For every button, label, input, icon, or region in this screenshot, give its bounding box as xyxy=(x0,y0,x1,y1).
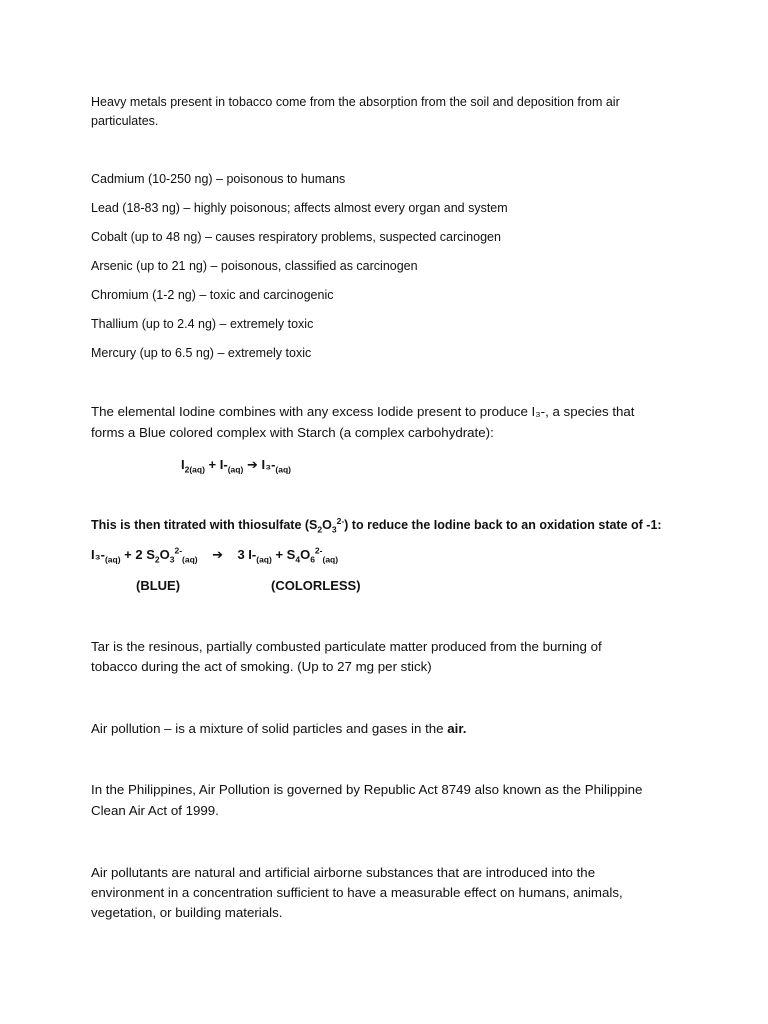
metal-cobalt: Cobalt (up to 48 ng) – causes respiratory problems, suspected carcinogen xyxy=(91,230,501,244)
reaction-arrow-icon: ➔ xyxy=(246,457,258,472)
pollutants-line-1: Air pollutants are natural and artificial airborne substances that are introduced into the xyxy=(91,865,596,880)
eq2-plus-thio: + 2 S xyxy=(120,547,155,562)
tar-line-2: tobacco during the act of smoking. (Up to 27 mg per stick) xyxy=(91,659,432,674)
eq1-i2: I xyxy=(181,457,185,472)
eq1-triiodide: I₃- xyxy=(261,457,276,472)
iodine-line-1: The elemental Iodine combines with any excess Iodide present to produce I₃-, a species that xyxy=(91,404,635,419)
eq2-o6-sup: 2- xyxy=(314,545,323,556)
eq2-iodide-sub: (aq) xyxy=(256,554,272,565)
eq2-triiodide-sub: (aq) xyxy=(104,554,121,565)
eq2-o6-sub: 6 xyxy=(310,554,315,565)
pollutants-line-3: vegetation, or building materials. xyxy=(91,905,283,920)
thio-o: O xyxy=(322,518,332,532)
label-colorless: (COLORLESS) xyxy=(271,578,361,593)
pollutants-line-2: environment in a concentration sufficient to have a measurable effect on humans, animals, xyxy=(91,885,623,900)
equation-titration xyxy=(91,545,338,565)
eq2-iodide: 3 I- xyxy=(237,547,257,562)
metal-arsenic: Arsenic (up to 21 ng) – poisonous, classified as carcinogen xyxy=(91,259,418,273)
eq1-triiodide-sub: (aq) xyxy=(275,464,292,475)
thio-pre: This is then titrated with thiosulfate (S xyxy=(91,518,318,532)
thio-s-sub: 2 xyxy=(317,524,323,535)
eq2-o-sub: 3 xyxy=(169,554,175,565)
thiosulfate-line xyxy=(91,515,662,535)
intro-line-1: Heavy metals present in tobacco come from the absorption from the soil and deposition from air xyxy=(91,95,620,109)
thio-o-sup: 2- xyxy=(336,515,345,526)
thio-o-sub: 3 xyxy=(331,524,337,535)
thio-post: ) to reduce the Iodine back to an oxidation state of -1: xyxy=(344,518,662,532)
equation-iodine-complex xyxy=(181,455,291,475)
eq2-o-sup: 2- xyxy=(174,545,183,556)
eq2-s-sub: 2 xyxy=(154,554,160,565)
philippines-line-2: Clean Air Act of 1999. xyxy=(91,803,219,818)
air-pollution-bold: air. xyxy=(447,721,467,736)
eq2-triiodide: I₃- xyxy=(91,547,105,562)
eq2-plus-tetrathionate: + S xyxy=(271,547,296,562)
eq2-o6: O xyxy=(300,547,311,562)
air-pollution-line xyxy=(91,719,466,739)
label-blue: (BLUE) xyxy=(136,578,181,593)
eq2-o: O xyxy=(159,547,170,562)
air-pollution-text: Air pollution – is a mixture of solid particles and gases in the xyxy=(91,721,448,736)
iodine-line-2: forms a Blue colored complex with Starch (a complex carbohydrate): xyxy=(91,425,494,440)
eq1-plus: + xyxy=(204,457,220,472)
metal-lead: Lead (18-83 ng) – highly poisonous; affects almost every organ and system xyxy=(91,201,508,215)
eq2-s4-sub: 4 xyxy=(295,554,301,565)
metal-thallium: Thallium (up to 2.4 ng) – extremely toxic xyxy=(91,317,314,331)
eq1-i2-sub: 2(aq) xyxy=(184,464,205,475)
eq1-iodide-sub: (aq) xyxy=(227,464,244,475)
metal-mercury: Mercury (up to 6.5 ng) – extremely toxic xyxy=(91,346,312,360)
metal-chromium: Chromium (1-2 ng) – toxic and carcinogenic xyxy=(91,288,334,302)
eq2-thio-phase: (aq) xyxy=(182,554,198,565)
eq2-o6-phase: (aq) xyxy=(322,554,339,565)
philippines-line-1: In the Philippines, Air Pollution is governed by Republic Act 8749 also known as the Philippine xyxy=(91,782,643,797)
intro-line-2: particulates. xyxy=(91,114,159,128)
metal-cadmium: Cadmium (10-250 ng) – poisonous to humans xyxy=(91,172,346,186)
reaction-arrow-icon: ➔ xyxy=(212,547,223,562)
tar-line-1: Tar is the resinous, partially combusted particulate matter produced from the burning of xyxy=(91,639,602,654)
eq1-iodide: I- xyxy=(219,457,228,472)
